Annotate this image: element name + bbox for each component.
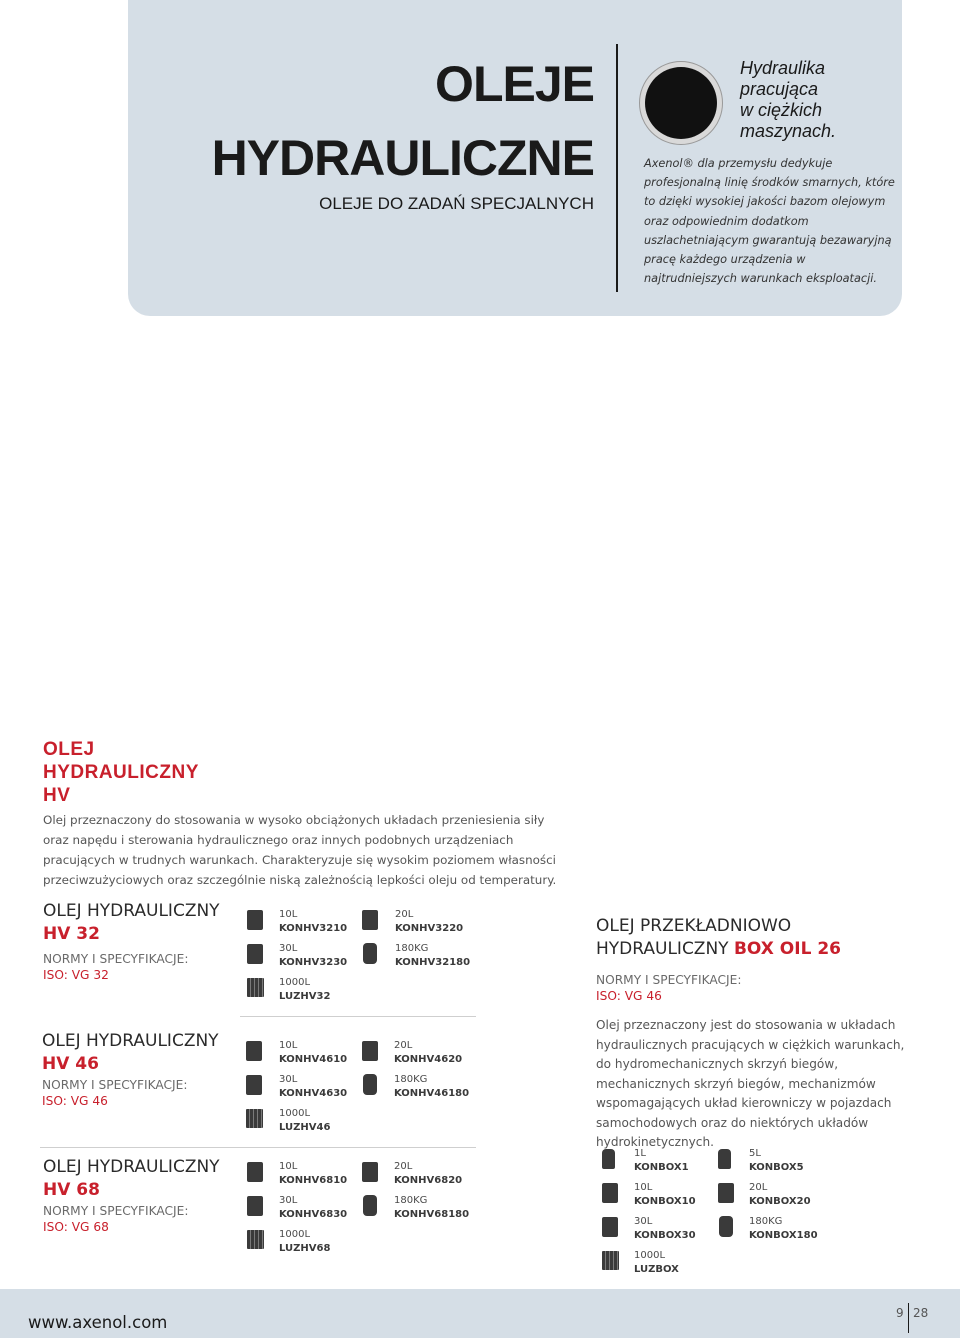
package-item — [279, 976, 330, 1004]
package-size: 180KG — [394, 1195, 428, 1206]
tagline-line: w ciężkich — [740, 100, 823, 120]
page-number-left: 9 — [896, 1306, 904, 1320]
norm-label: NORMY I SPECYFIKACJE: — [596, 973, 742, 987]
canister-icon — [718, 1183, 734, 1203]
package-item — [634, 1147, 689, 1175]
product-name: HV 68 — [43, 1180, 100, 1200]
norm-value: ISO: VG 46 — [42, 1094, 108, 1108]
page-title-line1: OLEJE — [435, 56, 594, 112]
package-item — [279, 942, 347, 970]
product-name: HV 46 — [42, 1054, 99, 1074]
drum-icon — [363, 1074, 377, 1095]
hv-section-heading — [43, 738, 199, 807]
package-code: LUZHV68 — [279, 1243, 331, 1254]
product-title: OLEJ HYDRAULICZNY — [43, 901, 220, 921]
package-code: KONHV32180 — [395, 957, 471, 968]
product-hv68 — [43, 1156, 220, 1234]
canister-icon — [602, 1217, 618, 1237]
product-title-line1: OLEJ PRZEKŁADNIOWO — [596, 916, 792, 936]
bottle-icon — [718, 1149, 731, 1169]
package-code: KONHV3220 — [395, 923, 464, 934]
package-size: 20L — [394, 1040, 413, 1051]
package-size: 30L — [279, 943, 298, 954]
tagline — [740, 58, 880, 142]
package-size: 1000L — [279, 1108, 311, 1119]
package-code: KONHV4620 — [394, 1054, 463, 1065]
package-code: KONBOX180 — [749, 1230, 818, 1241]
header-divider — [616, 44, 618, 292]
tagline-line: maszynach. — [740, 121, 837, 141]
package-size: 180KG — [394, 1074, 428, 1085]
product-title: OLEJ HYDRAULICZNY — [42, 1031, 219, 1051]
package-size: 1000L — [634, 1250, 666, 1261]
package-size: 1000L — [279, 977, 311, 988]
package-size: 10L — [279, 1040, 298, 1051]
package-size: 10L — [634, 1182, 653, 1193]
canister-icon — [247, 910, 263, 930]
drum-icon — [363, 1195, 377, 1216]
page-number-right: 28 — [913, 1306, 929, 1320]
package-size: 180KG — [749, 1216, 783, 1227]
product-title-line2: HYDRAULICZNY — [596, 939, 729, 959]
canister-icon — [362, 1162, 378, 1182]
package-code: LUZHV46 — [279, 1122, 331, 1133]
canister-icon — [362, 910, 378, 930]
package-size: 1L — [634, 1148, 646, 1159]
package-item — [634, 1181, 696, 1209]
package-size: 5L — [749, 1148, 761, 1159]
package-code: LUZBOX — [634, 1264, 679, 1275]
ibc-tank-icon — [602, 1251, 619, 1270]
norm-value: ISO: VG 46 — [596, 989, 662, 1003]
drum-icon — [363, 943, 377, 964]
package-code: KONHV6820 — [394, 1175, 463, 1186]
canister-icon — [247, 1196, 263, 1216]
page-number-divider — [908, 1303, 909, 1333]
ibc-tank-icon — [247, 1230, 264, 1249]
canister-icon — [362, 1041, 378, 1061]
package-size: 30L — [634, 1216, 653, 1227]
package-size: 180KG — [395, 943, 429, 954]
package-item — [279, 1160, 347, 1188]
package-code: KONBOX30 — [634, 1230, 696, 1241]
page-subtitle: OLEJE DO ZADAŃ SPECJALNYCH — [319, 194, 594, 213]
website-link[interactable]: www.axenol.com — [28, 1313, 168, 1332]
package-item — [634, 1215, 696, 1243]
package-size: 20L — [395, 909, 414, 920]
product-title: OLEJ HYDRAULICZNY — [43, 1157, 220, 1177]
package-code: KONHV4610 — [279, 1054, 348, 1065]
package-code: KONBOX20 — [749, 1196, 811, 1207]
norm-value: ISO: VG 32 — [43, 968, 109, 982]
package-code: LUZHV32 — [279, 991, 331, 1002]
package-item — [395, 908, 463, 936]
package-code: KONBOX1 — [634, 1162, 689, 1173]
package-item — [279, 908, 347, 936]
package-size: 10L — [279, 1161, 298, 1172]
canister-icon — [246, 1075, 262, 1095]
package-size: 1000L — [279, 1229, 311, 1240]
norm-label: NORMY I SPECYFIKACJE: — [43, 952, 189, 966]
package-item — [394, 1073, 469, 1101]
package-code: KONBOX5 — [749, 1162, 804, 1173]
package-code: KONHV3230 — [279, 957, 348, 968]
product-name: BOX OIL 26 — [733, 939, 841, 959]
canister-icon — [602, 1183, 618, 1203]
package-code: KONBOX10 — [634, 1196, 696, 1207]
canister-icon — [246, 1041, 262, 1061]
norm-label: NORMY I SPECYFIKACJE: — [43, 1204, 189, 1218]
canister-icon — [247, 1162, 263, 1182]
package-item — [279, 1228, 330, 1256]
divider — [240, 1016, 476, 1017]
norm-value: ISO: VG 68 — [43, 1220, 109, 1234]
package-item — [634, 1249, 679, 1277]
tagline-line: Hydraulika — [740, 58, 826, 78]
package-size: 30L — [279, 1074, 298, 1085]
ibc-tank-icon — [247, 978, 264, 997]
package-item — [394, 1039, 462, 1067]
package-code: KONHV6810 — [279, 1175, 348, 1186]
heading-line: OLEJ — [43, 739, 95, 760]
product-box-oil-26 — [596, 915, 841, 1003]
divider — [40, 1147, 476, 1148]
intro-text: Axenol® dla przemysłu dedykuje profesjonalną linię środków smarnych, które to dzięki wysokiej jakości bazom olejowym oraz odpowiednim dodatkom uszlachetniającym gwarantują bezawaryjną pracę każdego urządzenia w najtrudniejszych warunkach eksploatacji. — [644, 157, 895, 286]
package-item — [279, 1039, 347, 1067]
package-code: KONHV46180 — [394, 1088, 470, 1099]
package-size: 10L — [279, 909, 298, 920]
page-title-line2: HYDRAULICZNE — [211, 130, 594, 186]
heading-line: HV — [43, 785, 71, 806]
package-code: KONHV3210 — [279, 923, 348, 934]
package-size: 30L — [279, 1195, 298, 1206]
package-item — [394, 1194, 469, 1222]
heading-line: HYDRAULICZNY — [43, 762, 199, 783]
ibc-tank-icon — [246, 1109, 263, 1128]
package-size: 20L — [394, 1161, 413, 1172]
product-name: HV 32 — [43, 924, 100, 944]
package-item — [749, 1147, 804, 1175]
canister-icon — [247, 944, 263, 964]
package-item — [279, 1107, 330, 1135]
bottle-icon — [602, 1149, 615, 1169]
product-hv46 — [42, 1030, 219, 1108]
package-item — [395, 942, 470, 970]
hv-section-description: Olej przeznaczony do stosowania w wysoko obciążonych układach przeniesienia siły oraz napędu i sterowania hydraulicznego oraz innych podobnych urządzeniach pracujących w trudnych warunkach. Charakteryzuje się wysokim poziomem własności przeciwzużyciowych oraz szczególnie niską zależnością lepkości oleju od temperatury. — [43, 813, 557, 887]
package-code: KONHV4630 — [279, 1088, 348, 1099]
package-item — [279, 1194, 347, 1222]
box-oil-description: Olej przeznaczony jest do stosowania w układach hydraulicznych pracujących w ciężkich warunkach, do hydromechanicznych skrzyń biegów, mechanicznych skrzyń biegów, mechanizmów wspomagających układ kierowniczy w pojazdach samochodowych oraz do niektórych układów hydrokinetycznych. — [596, 1018, 905, 1149]
product-image — [645, 67, 717, 139]
package-item — [749, 1181, 811, 1209]
package-item — [749, 1215, 818, 1243]
package-item — [394, 1160, 462, 1188]
package-code: KONHV68180 — [394, 1209, 470, 1220]
package-item — [279, 1073, 347, 1101]
tagline-line: pracująca — [740, 79, 819, 99]
norm-label: NORMY I SPECYFIKACJE: — [42, 1078, 188, 1092]
product-hv32 — [43, 900, 220, 982]
package-size: 20L — [749, 1182, 768, 1193]
package-code: KONHV6830 — [279, 1209, 348, 1220]
drum-icon — [719, 1216, 733, 1237]
